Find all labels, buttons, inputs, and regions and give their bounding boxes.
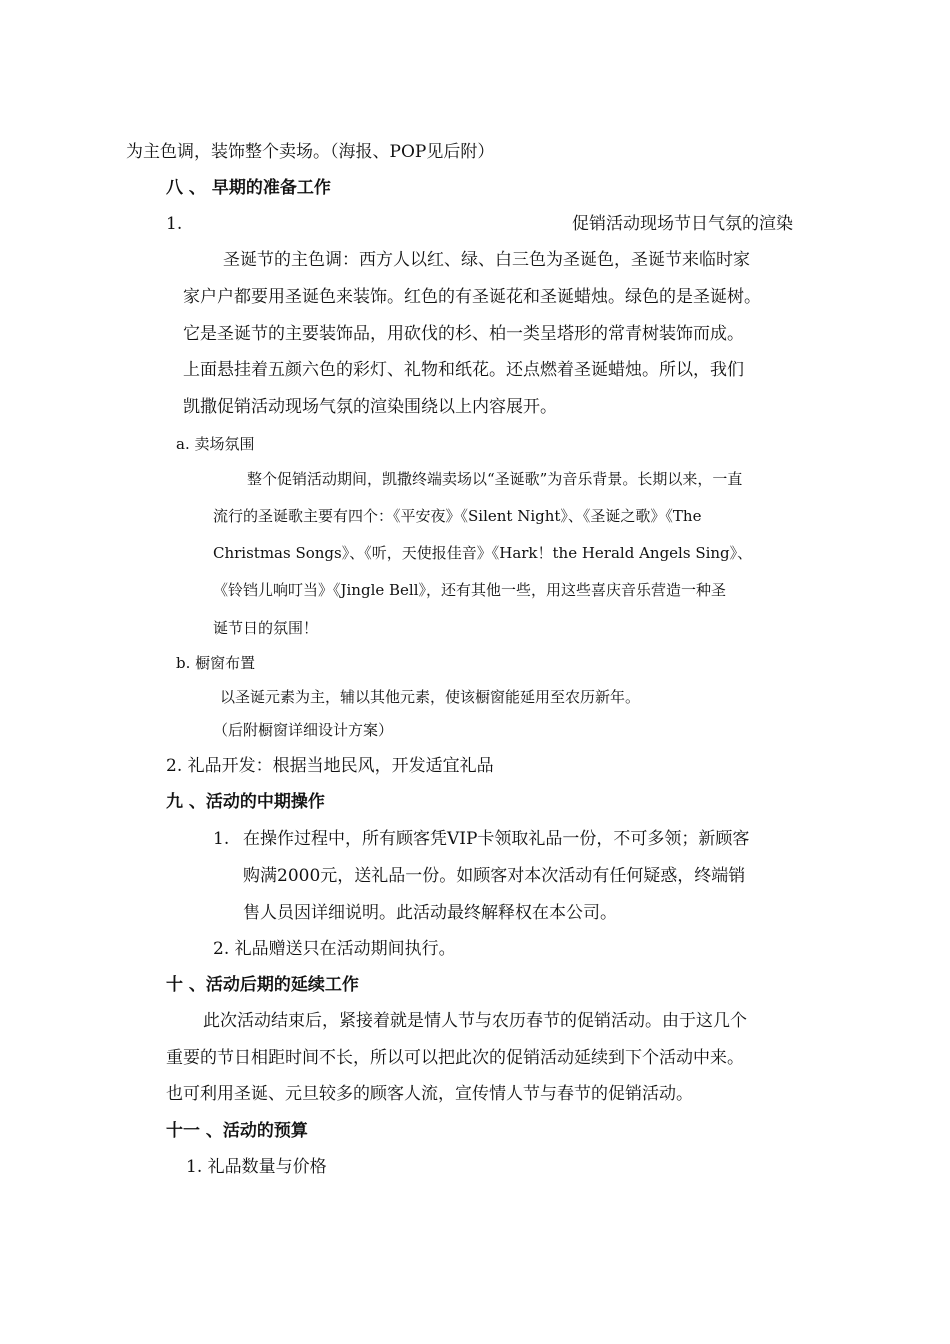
subsection-b-label: b. 橱窗布置: [176, 654, 256, 672]
paragraph-line: 重要的节日相距时间不长，所以可以把此次的促销活动延续到下个活动中来。: [166, 1048, 744, 1068]
list-item: 2. 礼品赠送只在活动期间执行。: [213, 939, 456, 959]
paragraph-line: Christmas Songs》、《听，天使报佳音》《Hark！the Herald Angels Sing》、: [213, 544, 753, 562]
item-title: 促销活动现场节日气氛的渲染: [572, 214, 793, 234]
list-item: 2. 礼品开发：根据当地民风，开发适宜礼品: [166, 756, 494, 776]
paragraph-line: 圣诞节的主色调：西方人以红、绿、白三色为圣诞色，圣诞节来临时家: [223, 250, 750, 270]
paragraph-line: 在操作过程中，所有顾客凭VIP卡领取礼品一份，不可多领；新顾客: [243, 829, 750, 849]
paragraph-line: 凯撒促销活动现场气氛的渲染围绕以上内容展开。: [183, 397, 557, 417]
paragraph-line: 以圣诞元素为主，辅以其他元素，使该橱窗能延用至农历新年。: [220, 688, 641, 706]
item-number: 1.: [166, 214, 183, 234]
paragraph-line: 它是圣诞节的主要装饰品，用砍伐的杉、柏一类呈塔形的常青树装饰而成。: [183, 324, 744, 344]
intro-tail-line: 为主色调，装饰整个卖场。（海报、POP见后附）: [126, 142, 495, 162]
list-item: 1. 礼品数量与价格: [186, 1157, 327, 1177]
paragraph-line: 购满2000元，送礼品一份。如顾客对本次活动有任何疑惑，终端销: [243, 866, 746, 886]
section-8-heading: 八 、 早期的准备工作: [166, 178, 331, 198]
paragraph-line: 上面悬挂着五颜六色的彩灯、礼物和纸花。还点燃着圣诞蜡烛。所以，我们: [183, 360, 744, 380]
paragraph-line: 家户户都要用圣诞色来装饰。红色的有圣诞花和圣诞蜡烛。绿色的是圣诞树。: [183, 287, 761, 307]
section-11-heading: 十一 、活动的预算: [166, 1121, 308, 1141]
paragraph-line: 流行的圣诞歌主要有四个：《平安夜》《Silent Night》、《圣诞之歌》《The: [213, 507, 702, 525]
paragraph-line: 也可利用圣诞、元旦较多的顾客人流，宣传情人节与春节的促销活动。: [166, 1084, 693, 1104]
paragraph-line: （后附橱窗详细设计方案）: [213, 721, 394, 739]
paragraph-line: 此次活动结束后，紧接着就是情人节与农历春节的促销活动。由于这几个: [203, 1011, 747, 1031]
subsection-a-label: a. 卖场氛围: [176, 435, 255, 453]
paragraph-line: 整个促销活动期间，凯撒终端卖场以“圣诞歌”为音乐背景。长期以来，一直: [247, 470, 743, 488]
section-10-heading: 十 、活动后期的延续工作: [166, 975, 359, 995]
item-number: 1.: [213, 829, 230, 849]
section-9-heading: 九 、活动的中期操作: [166, 792, 325, 812]
paragraph-line: 诞节日的氛围！: [213, 619, 319, 637]
paragraph-line: 《铃铛儿响叮当》《Jingle Bell》，还有其他一些，用这些喜庆音乐营造一种圣: [213, 581, 727, 599]
paragraph-line: 售人员因详细说明。此活动最终解释权在本公司。: [243, 903, 617, 923]
